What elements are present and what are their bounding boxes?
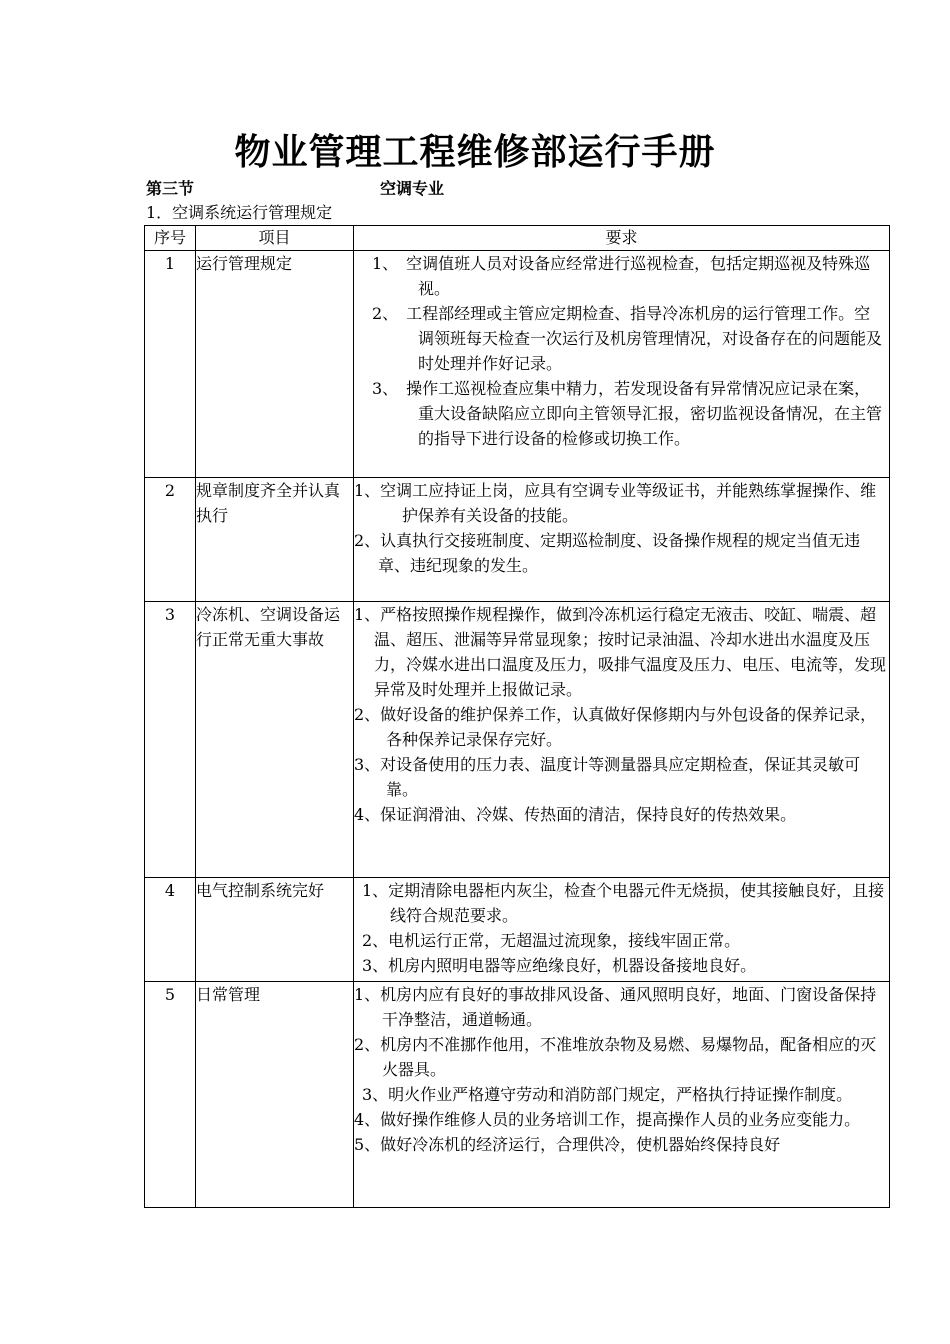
header-item: 项目 (196, 226, 354, 251)
table-row (145, 478, 890, 602)
row-item: 冷冻机、空调设备运行正常无重大事故 (196, 602, 354, 878)
section-name: 空调专业 (380, 179, 445, 198)
row-requirements (354, 878, 890, 982)
header-requirements: 要求 (354, 226, 890, 251)
row-item: 规章制度齐全并认真执行 (196, 478, 354, 602)
row-requirements (354, 251, 890, 478)
section-number: 第三节 (146, 179, 195, 198)
row-number: 3 (145, 602, 196, 878)
requirement-text: 3、 操作工巡视检查应集中精力，若发现设备有异常情况应记录在案，重大设备缺陷应立即向主管领导汇报，密切监视设备情况，在主管的指导下进行设备的检修或切换工作。 (372, 379, 883, 448)
requirement-text: 1、空调工应持证上岗，应具有空调专业等级证书，并能熟练掌握操作、维护保养有关设备的技能。 (354, 481, 877, 525)
requirement-text: 2、 工程部经理或主管应定期检查、指导冷冻机房的运行管理工作。空调领班每天检查一次运行及机房管理情况，对设备存在的问题能及时处理并作好记录。 (372, 304, 883, 373)
table-row (145, 982, 890, 1208)
row-requirements (354, 478, 890, 602)
table-row (145, 602, 890, 878)
subtitle: 1．空调系统运行管理规定 (146, 203, 333, 222)
requirement-text: 3、机房内照明电器等应绝缘良好，机器设备接地良好。 (362, 956, 757, 975)
requirement-text: 1、机房内应有良好的事故排风设备、通风照明良好，地面、门窗设备保持干净整洁，通道畅通。 (354, 985, 877, 1029)
requirement-text: 1、 空调值班人员对设备应经常进行巡视检查，包括定期巡视及特殊巡视。 (372, 254, 871, 298)
row-requirements (354, 602, 890, 878)
row-number: 1 (145, 251, 196, 478)
row-number: 2 (145, 478, 196, 602)
requirements-table (144, 225, 890, 1208)
requirement-text: 5、做好冷冻机的经济运行，合理供冷，使机器始终保持良好 (354, 1135, 781, 1154)
requirement-text: 2、机房内不准挪作他用，不准堆放杂物及易燃、易爆物品，配备相应的灭火器具。 (354, 1035, 877, 1079)
requirement-text: 3、对设备使用的压力表、温度计等测量器具应定期检查，保证其灵敏可靠。 (354, 755, 861, 799)
document-title: 物业管理工程维修部运行手册 (234, 132, 716, 173)
requirement-text: 2、电机运行正常，无超温过流现象，接线牢固正常。 (362, 931, 741, 950)
requirement-text: 1、严格按照操作规程操作，做到冷冻机运行稳定无液击、咬缸、喘震、超温、超压、泄漏等异常显现象；按时记录油温、冷却水进出水温度及压力，冷媒水进出口温度及压力，吸排气温度及压力、电压、电流等，发现异常及时处理并上报做记录。 (354, 605, 887, 699)
requirement-text: 2、认真执行交接班制度、定期巡检制度、设备操作规程的规定当值无违章、违纪现象的发生。 (354, 531, 861, 575)
table-row (145, 878, 890, 982)
row-number: 4 (145, 878, 196, 982)
requirement-text: 3、明火作业严格遵守劳动和消防部门规定，严格执行持证操作制度。 (362, 1085, 853, 1104)
requirement-text: 4、做好操作维修人员的业务培训工作，提高操作人员的业务应变能力。 (354, 1110, 861, 1129)
header-no: 序号 (145, 226, 196, 251)
row-requirements (354, 982, 890, 1208)
row-item: 运行管理规定 (196, 251, 354, 478)
table-row (145, 251, 890, 478)
requirement-text: 4、保证润滑油、冷媒、传热面的清洁，保持良好的传热效果。 (354, 805, 797, 824)
row-number: 5 (145, 982, 196, 1208)
row-item: 电气控制系统完好 (196, 878, 354, 982)
requirement-text: 2、做好设备的维护保养工作，认真做好保修期内与外包设备的保养记录，各种保养记录保存完好。 (354, 705, 877, 749)
row-item: 日常管理 (196, 982, 354, 1208)
table-header-row (145, 226, 890, 251)
requirement-text: 1、定期清除电器柜内灰尘，检查个电器元件无烧损，使其接触良好，且接线符合规范要求。 (362, 881, 885, 925)
